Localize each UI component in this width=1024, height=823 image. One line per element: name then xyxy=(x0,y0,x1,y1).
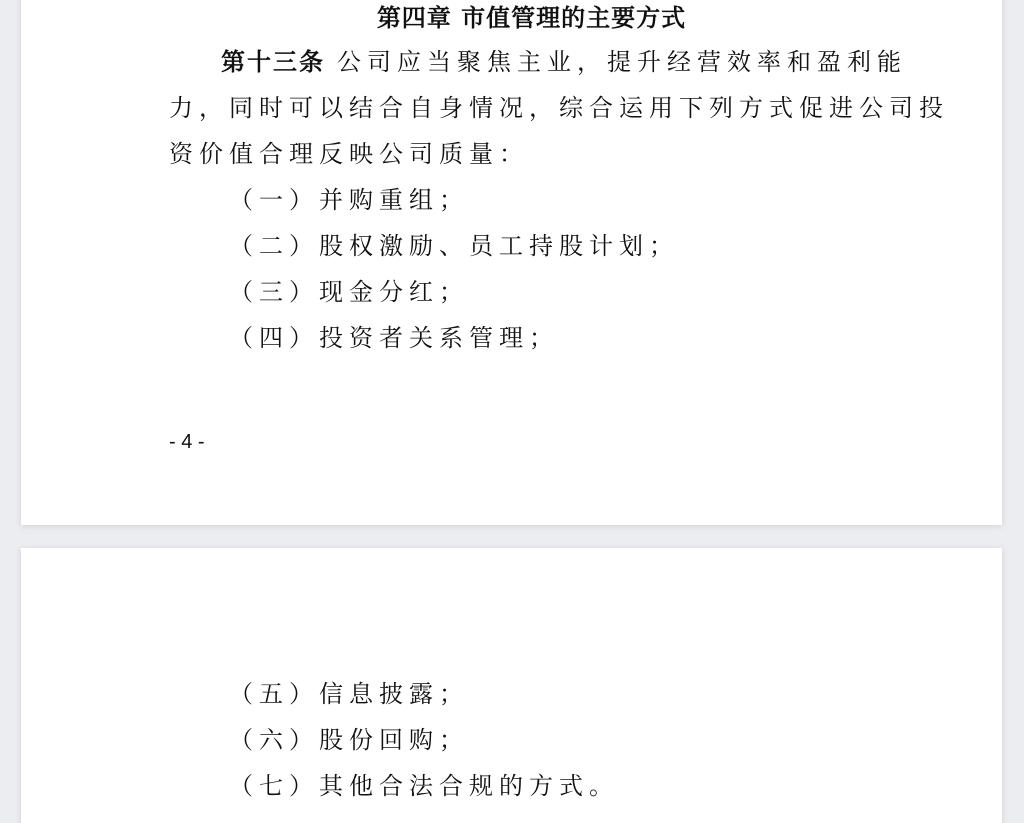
list-item: （三）现金分红； xyxy=(229,278,469,306)
list-item: （一）并购重组； xyxy=(229,186,469,214)
document-page-5 xyxy=(21,548,1002,823)
document-page-4 xyxy=(21,0,1002,525)
list-item: （六）股份回购； xyxy=(229,726,469,754)
article-first-line xyxy=(221,42,907,82)
list-item: （七）其他合法合规的方式。 xyxy=(229,772,619,800)
paragraph-line: 力，同时可以结合自身情况，综合运用下列方式促进公司投 xyxy=(169,94,949,122)
article-heading: 第十三条 xyxy=(221,48,325,76)
chapter-title: 第四章 市值管理的主要方式 xyxy=(376,4,687,32)
list-item: （四）投资者关系管理； xyxy=(229,324,559,352)
paragraph-line: 资价值合理反映公司质量： xyxy=(169,140,529,168)
list-item: （五）信息披露； xyxy=(229,680,469,708)
page-number: - 4 - xyxy=(169,431,205,453)
list-item: （二）股权激励、员工持股计划； xyxy=(229,232,679,260)
paragraph-line: 公司应当聚焦主业，提升经营效率和盈利能 xyxy=(337,48,907,76)
